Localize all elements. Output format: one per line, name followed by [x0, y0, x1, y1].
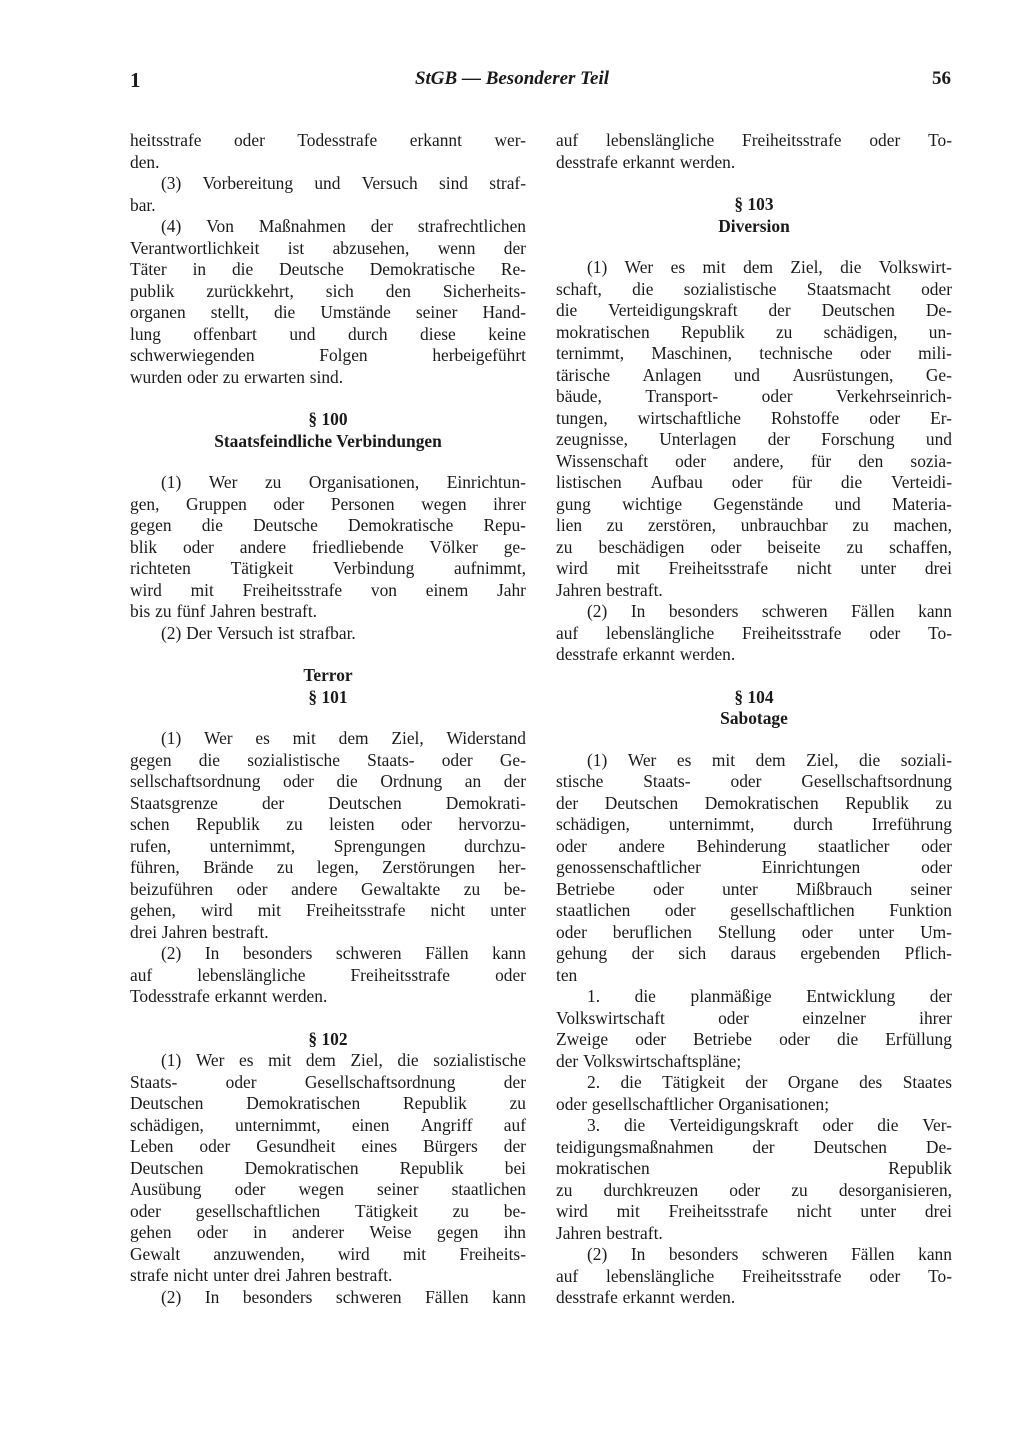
text-line: bäude, Transport- oder Verkehrseinrich-: [556, 386, 952, 406]
text-line: Jahren bestraft.: [556, 579, 663, 600]
text-line: (2) Der Versuch ist strafbar.: [161, 622, 356, 643]
section-body: [130, 1050, 526, 1308]
text-line: gegen die Deutsche Demokratische Repu-: [130, 515, 526, 535]
text-line: Leben oder Gesundheit eines Bürgers der: [130, 1136, 526, 1156]
text-line: oder gesellschaftlicher Organisationen;: [556, 1093, 830, 1114]
text-line: heitsstrafe oder Todesstrafe erkannt wer-: [130, 130, 526, 150]
text-line: oder andere Behinderung staatlicher oder: [556, 835, 952, 856]
text-line: (1) Wer zu Organisationen, Einrichtun-: [161, 472, 526, 492]
text-line: Ausübung oder wegen seiner staatlichen: [130, 1179, 526, 1199]
text-line: strafe nicht unter drei Jahren bestraft.: [130, 1265, 393, 1285]
text-line: bar.: [130, 194, 156, 215]
text-line: Todesstrafe erkannt werden.: [130, 986, 328, 1006]
text-line: auf lebenslängliche Freiheitsstrafe oder To-: [556, 622, 952, 643]
text-line: schwerwiegenden Folgen herbeigeführt: [130, 345, 526, 365]
section-number: § 103: [734, 194, 774, 214]
text-line: gen, Gruppen oder Personen wegen ihrer: [130, 493, 526, 514]
text-line: Gewalt anzuwenden, wird mit Freiheits-: [130, 1243, 526, 1264]
text-line: auf lebenslängliche Freiheitsstrafe oder To-: [556, 130, 952, 150]
text-line: desstrafe erkannt werden.: [556, 151, 736, 172]
text-line: ternimmt, Maschinen, technische oder mili-: [556, 343, 952, 363]
text-line: mokratischen Republik zu schädigen, un-: [556, 321, 952, 342]
text-line: desstrafe erkannt werden.: [556, 1287, 736, 1307]
text-line: gegen die sozialistische Staats- oder Ge-: [130, 749, 526, 770]
text-line: (2) In besonders schweren Fällen kann: [587, 1244, 952, 1264]
text-line: schen Republik zu leisten oder hervorzu-: [130, 814, 526, 834]
text-line: (2) In besonders schweren Fällen kann: [161, 943, 526, 963]
text-line: tärische Anlagen und Ausrüstungen, Ge-: [556, 364, 952, 385]
section-number: § 104: [734, 686, 774, 707]
text-line: zu durchkreuzen oder zu desorganisieren,: [556, 1179, 952, 1200]
text-line: lung offenbart und durch diese keine: [130, 323, 526, 344]
text-line: Staatsgrenze der Deutschen Demokrati-: [130, 792, 526, 813]
page-header: [0, 68, 1024, 98]
text-line: lien zu zerstören, unbrauchbar zu machen,: [556, 515, 952, 535]
text-line: staatlichen oder gesellschaftlichen Funktion: [556, 900, 952, 920]
text-line: Jahren bestraft.: [556, 1222, 663, 1243]
text-line: führen, Brände zu legen, Zerstörungen her-: [130, 857, 526, 877]
left-column: [130, 130, 526, 1308]
text-line: die Verteidigungskraft der Deutschen De-: [556, 300, 952, 320]
right-column: [556, 130, 952, 1309]
text-line: (1) Wer es mit dem Ziel, Widerstand: [161, 728, 526, 748]
text-line: (1) Wer es mit dem Ziel, die sozialistische: [161, 1050, 526, 1070]
text-line: richteten Tätigkeit Verbindung aufnimmt,: [130, 558, 526, 578]
section-body: [130, 472, 526, 644]
section-body: [130, 728, 526, 1008]
text-line: tungen, wirtschaftliche Rohstoffe oder Er-: [556, 407, 952, 428]
text-line: rufen, unternimmt, Sprengungen durchzu-: [130, 835, 526, 856]
text-line: Zweige oder Betriebe oder die Erfüllung: [556, 1029, 952, 1049]
text-line: (1) Wer es mit dem Ziel, die soziali-: [587, 749, 952, 770]
section-number: § 101: [308, 686, 348, 707]
text-line: oder gesellschaftlichen Tätigkeit zu be-: [130, 1200, 526, 1221]
section-number: § 102: [308, 1028, 348, 1049]
text-line: gehung der sich daraus ergebenden Pflich-: [556, 943, 952, 963]
page-number: 56: [932, 68, 951, 89]
text-line: Täter in die Deutsche Demokratische Re-: [130, 259, 526, 279]
text-line: 1. die planmäßige Entwicklung der: [587, 986, 952, 1006]
text-line: der Deutschen Demokratischen Republik zu: [556, 792, 952, 813]
section-title: Terror: [303, 665, 353, 685]
text-line: zu beschädigen oder beiseite zu schaffen,: [556, 536, 952, 557]
text-line: oder beruflichen Stellung oder unter Um-: [556, 921, 952, 942]
section-body: [556, 257, 952, 666]
text-line: (2) In besonders schweren Fällen kann: [161, 1286, 526, 1307]
text-line: Verantwortlichkeit ist abzusehen, wenn der: [130, 237, 526, 258]
text-line: mokratischen Republik: [556, 1158, 952, 1178]
text-line: genossenschaftlicher Einrichtungen oder: [556, 857, 952, 877]
text-line: listischen Aufbau oder für die Verteidi-: [556, 472, 952, 492]
continuation-text: [130, 130, 526, 388]
text-line: gehen, wird mit Freiheitsstrafe nicht unter: [130, 900, 526, 920]
text-line: gung wichtige Gegenstände und Materia-: [556, 493, 952, 514]
text-line: gehen oder in anderer Weise gegen ihn: [130, 1222, 526, 1242]
text-line: (4) Von Maßnahmen der strafrechtlichen: [161, 216, 526, 236]
text-line: auf lebenslängliche Freiheitsstrafe oder To-: [556, 1265, 952, 1286]
text-line: ten: [556, 964, 578, 985]
text-line: drei Jahren bestraft.: [130, 921, 269, 942]
text-line: wird mit Freiheitsstrafe nicht unter drei: [556, 558, 952, 578]
text-line: bis zu fünf Jahren bestraft.: [130, 601, 318, 621]
text-line: 3. die Verteidigungskraft oder die Ver-: [587, 1115, 952, 1135]
running-title: StGB — Besonderer Teil: [414, 68, 610, 89]
text-line: desstrafe erkannt werden.: [556, 644, 736, 664]
text-line: sellschaftsordnung oder die Ordnung an der: [130, 771, 526, 791]
text-line: (1) Wer es mit dem Ziel, die Volkswirt-: [587, 257, 952, 277]
chapter-number: 1: [130, 68, 141, 92]
text-line: wird mit Freiheitsstrafe von einem Jahr: [130, 579, 526, 600]
text-line: Betriebe oder unter Mißbrauch seiner: [556, 878, 952, 899]
section-title: Sabotage: [720, 708, 788, 728]
text-line: der Volkswirtschaftspläne;: [556, 1050, 742, 1071]
text-line: schaft, die sozialistische Staatsmacht oder: [556, 278, 952, 299]
section-number: § 100: [308, 409, 348, 429]
text-line: publik zurückkehrt, sich den Sicherheits-: [130, 280, 526, 301]
text-line: Volkswirtschaft oder einzelner ihrer: [556, 1007, 952, 1028]
text-line: blik oder andere friedliebende Völker ge-: [130, 536, 526, 557]
text-line: schädigen, unternimmt, durch Irreführung: [556, 814, 952, 834]
text-line: auf lebenslängliche Freiheitsstrafe oder: [130, 964, 526, 985]
text-line: Deutschen Demokratischen Republik bei: [130, 1157, 526, 1178]
text-line: teidigungsmaßnahmen der Deutschen De-: [556, 1136, 952, 1157]
continuation-text: [556, 130, 952, 173]
section-title: Staatsfeindliche Verbindungen: [214, 430, 442, 451]
text-line: beizuführen oder andere Gewaltakte zu be-: [130, 878, 526, 899]
text-line: Wissenschaft oder andere, für den sozia-: [556, 450, 952, 471]
section-body: [556, 750, 952, 1309]
text-line: Deutschen Demokratischen Republik zu: [130, 1093, 526, 1113]
text-line: (3) Vorbereitung und Versuch sind straf-: [161, 173, 526, 193]
text-line: organen stellt, die Umstände seiner Hand-: [130, 302, 526, 322]
text-line: schädigen, unternimmt, einen Angriff auf: [130, 1114, 526, 1135]
text-line: stische Staats- oder Gesellschaftsordnung: [556, 771, 952, 791]
text-line: (2) In besonders schweren Fällen kann: [587, 601, 952, 621]
text-line: 2. die Tätigkeit der Organe des Staates: [587, 1072, 952, 1092]
text-line: zeugnisse, Unterlagen der Forschung und: [556, 429, 952, 449]
text-line: wurden oder zu erwarten sind.: [130, 366, 344, 387]
text-line: Staats- oder Gesellschaftsordnung der: [130, 1071, 526, 1092]
text-line: wird mit Freiheitsstrafe nicht unter drei: [556, 1201, 952, 1221]
text-line: den.: [130, 151, 160, 172]
section-title: Diversion: [718, 215, 790, 236]
